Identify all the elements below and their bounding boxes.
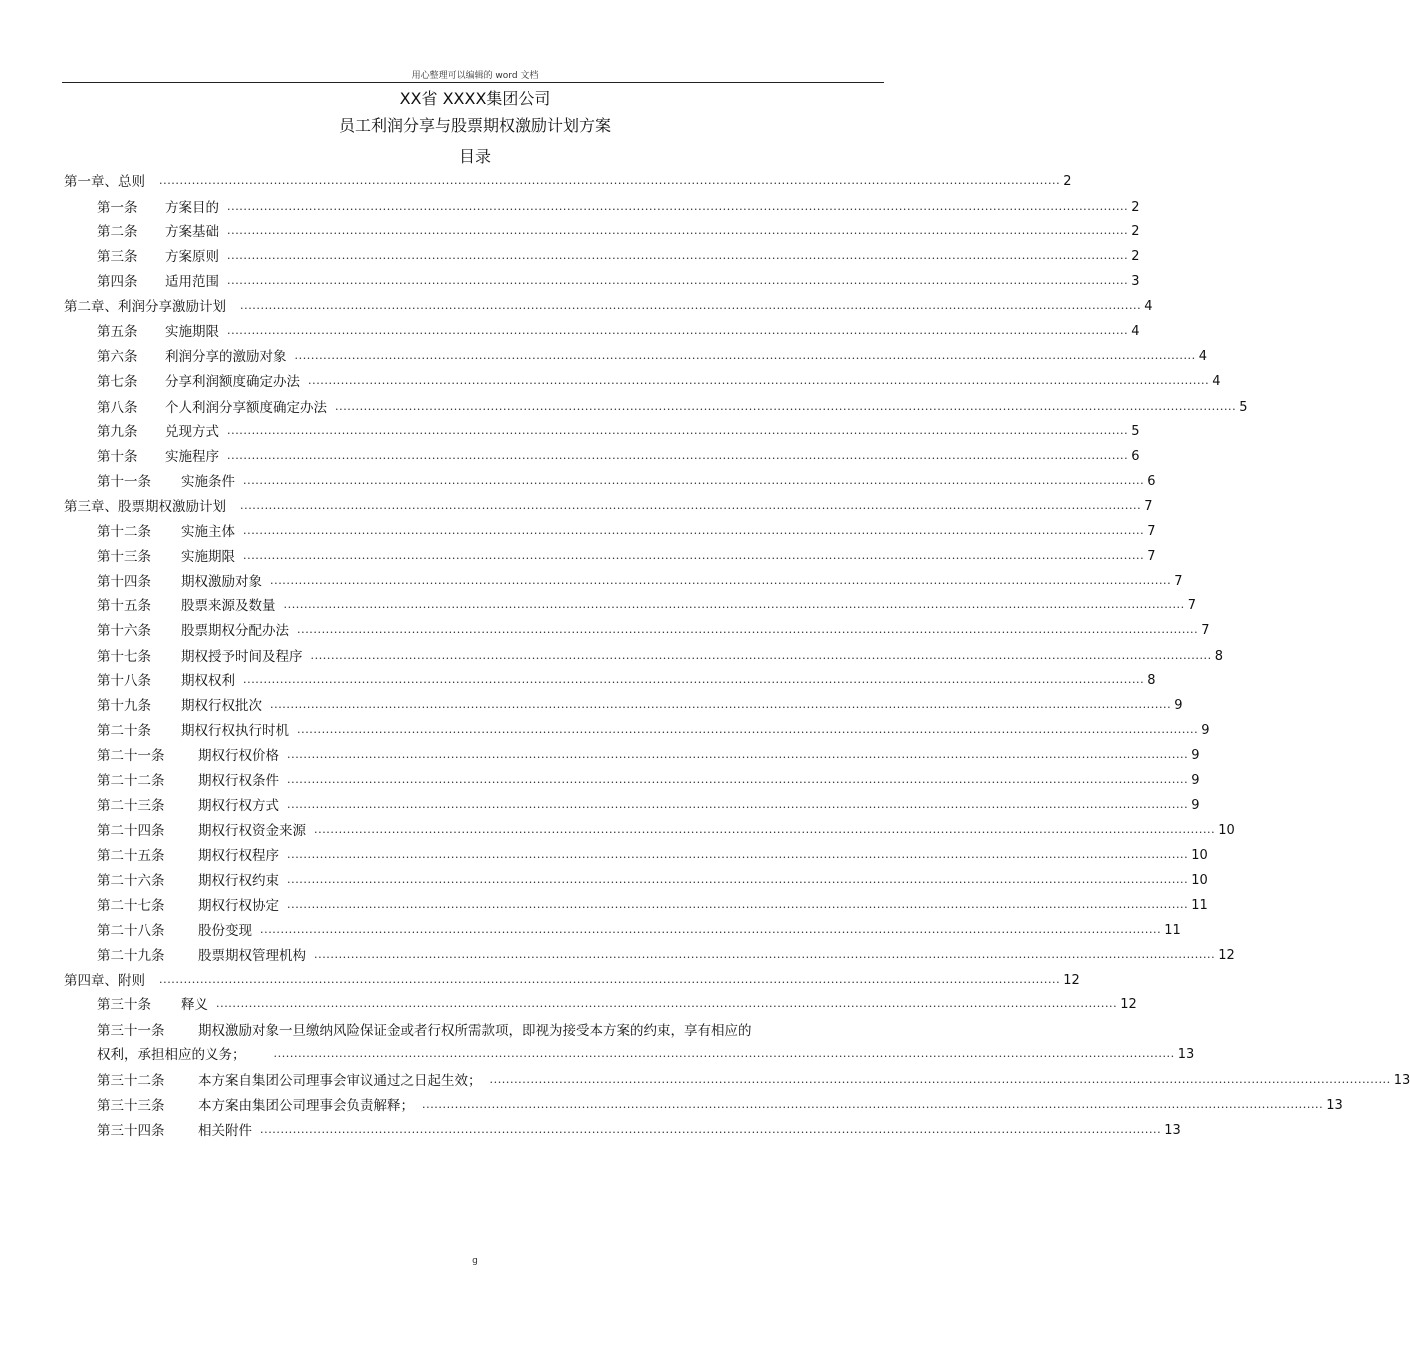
toc-entry-text: 分享利润额度确定办法 (165, 374, 300, 390)
toc-entry-text: 股票来源及数量 (181, 598, 276, 614)
toc-leader-dots: ............................................................................................................................................................................................................................ (243, 524, 1145, 537)
toc-leader-dots: ............................................................................................................................................................................................................................ (240, 499, 1142, 512)
toc-entry-text: 个人利润分享额度确定办法 (165, 400, 327, 416)
toc-leader-dots: ............................................................................................................................................................................................................................ (314, 948, 1216, 961)
toc-entry-label: 第二十二条 (97, 773, 165, 789)
toc-entry-text: 股份变现 (198, 923, 252, 939)
toc-entry-label: 第三十一条 (97, 1023, 165, 1039)
toc-entry-text: 兑现方式 (165, 424, 219, 440)
toc-entry-text: 实施期限 (165, 324, 219, 340)
toc-page-number: 9 (1174, 698, 1183, 713)
toc-article-row[interactable] (97, 447, 1140, 467)
toc-leader-dots: ............................................................................................................................................................................................................................ (227, 200, 1129, 213)
toc-page-number: 9 (1191, 773, 1200, 788)
toc-page-number: 13 (1393, 1073, 1410, 1088)
toc-leader-dots: ............................................................................................................................................................................................................................ (297, 723, 1199, 736)
toc-leader-dots: ............................................................................................................................................................................................................................ (287, 773, 1189, 786)
toc-article-row[interactable] (97, 696, 1183, 716)
toc-leader-dots: ............................................................................................................................................................................................................................ (335, 400, 1237, 413)
toc-leader-dots: ............................................................................................................................................................................................................................ (243, 673, 1145, 686)
toc-article-row[interactable] (97, 946, 1235, 966)
toc-entry-text: 期权行权批次 (181, 698, 262, 714)
toc-entry-label: 第十五条 (97, 598, 151, 614)
toc-article-row[interactable] (97, 721, 1210, 741)
toc-page-number: 13 (1164, 1123, 1181, 1138)
toc-entry-label: 第二十四条 (97, 823, 165, 839)
toc-entry-label: 第四条 (97, 274, 138, 290)
toc-leader-dots: ............................................................................................................................................................................................................................ (243, 474, 1145, 487)
toc-leader-dots: ............................................................................................................................................................................................................................ (308, 374, 1210, 387)
toc-entry-label: 第五条 (97, 324, 138, 340)
toc-page-number: 9 (1201, 723, 1210, 738)
toc-leader-dots: ............................................................................................................................................................................................................................ (227, 449, 1129, 462)
toc-page-number: 2 (1131, 224, 1140, 239)
toc-leader-dots: ............................................................................................................................................................................................................................ (216, 997, 1118, 1010)
toc-entry-label: 第四章、附则 (64, 973, 145, 989)
toc-article-row[interactable] (97, 522, 1156, 542)
toc-article-row[interactable] (97, 398, 1248, 418)
toc-entry-text: 本方案自集团公司理事会审议通过之日起生效； (198, 1073, 482, 1089)
toc-page-number: 6 (1147, 474, 1156, 489)
toc-article-row[interactable] (97, 222, 1140, 242)
toc-entry-text: 期权行权条件 (198, 773, 279, 789)
page-header-text: 用心整理可以编辑的 word 文档 (411, 71, 539, 81)
toc-article-row[interactable] (97, 472, 1156, 492)
toc-entry-label: 第二章、利润分享激励计划 (64, 299, 226, 315)
toc-chapter-row[interactable] (64, 172, 1072, 192)
toc-article-row[interactable] (97, 372, 1221, 392)
toc-page-number: 3 (1131, 274, 1140, 289)
toc-page-number: 4 (1144, 299, 1153, 314)
toc-entry-label: 第二十一条 (97, 748, 165, 764)
toc-page-number: 4 (1212, 374, 1221, 389)
toc-entry-text: 实施期限 (181, 549, 235, 565)
toc-page-number: 2 (1131, 249, 1140, 264)
toc-leader-dots: ............................................................................................................................................................................................................................ (314, 823, 1216, 836)
toc-entry-label: 第十八条 (97, 673, 151, 689)
toc-entry-label: 第十四条 (97, 574, 151, 590)
toc-article-row[interactable] (97, 247, 1140, 267)
toc-page-number: 9 (1191, 748, 1200, 763)
toc-page-number: 9 (1191, 798, 1200, 813)
toc-leader-dots: ............................................................................................................................................................................................................................ (159, 973, 1061, 986)
toc-page-number: 12 (1218, 948, 1235, 963)
toc-entry-label: 第二条 (97, 224, 138, 240)
toc-entry-label: 第二十五条 (97, 848, 165, 864)
toc-entry-label: 第十七条 (97, 649, 151, 665)
toc-entry-text: 股票期权管理机构 (198, 948, 306, 964)
toc-page-number: 5 (1239, 400, 1248, 415)
toc-article-row[interactable] (97, 846, 1208, 866)
toc-article-row[interactable] (97, 796, 1200, 816)
toc-entry-text: 实施程序 (165, 449, 219, 465)
toc-entry-text: 期权行权约束 (198, 873, 279, 889)
toc-entry-label: 第六条 (97, 349, 138, 365)
toc-leader-dots: ............................................................................................................................................................................................................................ (227, 249, 1129, 262)
toc-article-row[interactable] (97, 621, 1210, 641)
toc-leader-dots: ............................................................................................................................................................................................................................ (297, 623, 1199, 636)
toc-entry-text: 期权激励对象一旦缴纳风险保证金或者行权所需款项，即视为接受本方案的约束，享有相应的 (198, 1023, 752, 1039)
toc-entry-label: 第一条 (97, 200, 138, 216)
toc-page-number: 2 (1063, 174, 1072, 189)
toc-entry-text: 适用范围 (165, 274, 219, 290)
toc-page-number: 12 (1063, 973, 1080, 988)
toc-entry-label: 第十一条 (97, 474, 151, 490)
toc-page-number: 7 (1201, 623, 1210, 638)
toc-article-row[interactable] (97, 671, 1156, 691)
toc-page-number: 7 (1187, 598, 1197, 613)
toc-article-row[interactable] (97, 347, 1208, 367)
toc-entry-label: 第八条 (97, 400, 138, 416)
toc-entry-text: 期权激励对象 (181, 574, 262, 590)
toc-entry-text: 方案基础 (165, 224, 219, 240)
toc-entry-text: 实施条件 (181, 474, 235, 490)
toc-leader-dots: ............................................................................................................................................................................................................................ (227, 274, 1129, 287)
toc-entry-label: 第二十九条 (97, 948, 165, 964)
toc-article-row[interactable] (97, 1121, 1181, 1141)
toc-leader-dots: ............................................................................................................................................................................................................................ (260, 923, 1162, 936)
plan-title: 员工利润分享与股票期权激励计划方案 (338, 116, 611, 135)
toc-article-row[interactable] (97, 596, 1197, 616)
toc-leader-dots: ............................................................................................................................................................................................................................ (159, 174, 1061, 187)
toc-entry-text: 利润分享的激励对象 (165, 349, 287, 365)
toc-entry-label: 第十九条 (97, 698, 151, 714)
toc-entry-label: 第三十三条 (97, 1098, 165, 1114)
company-title: XX省 XXXX集团公司 (399, 89, 551, 108)
toc-leader-dots: ............................................................................................................................................................................................................................ (287, 748, 1189, 761)
toc-article-row[interactable] (97, 871, 1208, 891)
toc-chapter-row[interactable] (64, 497, 1153, 517)
toc-article-row[interactable] (97, 1096, 1343, 1116)
toc-entry-label: 第二十三条 (97, 798, 165, 814)
toc-entry-label: 第二十七条 (97, 898, 165, 914)
toc-article-row[interactable] (97, 1045, 1195, 1065)
toc-leader-dots: ............................................................................................................................................................................................................................ (240, 299, 1142, 312)
toc-entry-text: 期权权利 (181, 673, 235, 689)
toc-leader-dots: ............................................................................................................................................................................................................................ (273, 1047, 1175, 1060)
toc-page-number: 11 (1164, 923, 1181, 938)
toc-entry-text: 期权行权协定 (198, 898, 279, 914)
toc-entry-text: 期权行权资金来源 (198, 823, 306, 839)
toc-entry-label: 第三条 (97, 249, 138, 265)
toc-page-number: 7 (1144, 499, 1153, 514)
toc-heading: 目录 (458, 147, 491, 166)
toc-article-row[interactable] (97, 746, 1200, 766)
toc-article-row[interactable] (97, 572, 1183, 592)
toc-entry-text: 实施主体 (181, 524, 235, 540)
toc-page-number: 13 (1326, 1098, 1343, 1113)
toc-leader-dots: ............................................................................................................................................................................................................................ (227, 424, 1129, 437)
toc-page-number: 7 (1147, 524, 1156, 539)
toc-entry-label: 第二十条 (97, 723, 151, 739)
toc-page-number: 6 (1131, 449, 1140, 464)
toc-entry-text: 方案目的 (165, 200, 219, 216)
toc-leader-dots: ............................................................................................................................................................................................................................ (287, 898, 1189, 911)
toc-entry-label: 第九条 (97, 424, 138, 440)
toc-entry-label: 第七条 (97, 374, 138, 390)
toc-page-number: 7 (1147, 549, 1156, 564)
toc-page-number: 5 (1131, 424, 1140, 439)
toc-leader-dots: ............................................................................................................................................................................................................................ (270, 574, 1172, 587)
toc-leader-dots: ............................................................................................................................................................................................................................ (287, 848, 1189, 861)
toc-article-row[interactable] (97, 322, 1140, 342)
toc-article-row[interactable] (97, 921, 1181, 941)
toc-entry-text: 方案原则 (165, 249, 219, 265)
toc-article-row[interactable] (97, 771, 1200, 791)
toc-page-number: 11 (1191, 898, 1208, 913)
toc-entry-label: 第三十四条 (97, 1123, 165, 1139)
toc-article-row[interactable] (97, 1071, 1410, 1091)
toc-page-number: 4 (1198, 349, 1208, 364)
toc-entry-text: 期权行权方式 (198, 798, 279, 814)
page-number: g (472, 1256, 478, 1266)
toc-leader-dots: ............................................................................................................................................................................................................................ (283, 598, 1185, 611)
toc-leader-dots: ............................................................................................................................................................................................................................ (287, 873, 1189, 886)
toc-leader-dots: ............................................................................................................................................................................................................................ (294, 349, 1196, 362)
toc-entry-text: 期权行权价格 (198, 748, 279, 764)
toc-page-number: 8 (1214, 649, 1224, 664)
toc-entry-text: 期权行权程序 (198, 848, 279, 864)
toc-leader-dots: ............................................................................................................................................................................................................................ (310, 649, 1212, 662)
toc-article-row[interactable] (97, 422, 1140, 442)
toc-entry-label: 第一章、总则 (64, 174, 145, 190)
toc-entry-label: 第十三条 (97, 549, 151, 565)
toc-leader-dots: ............................................................................................................................................................................................................................ (270, 698, 1172, 711)
toc-leader-dots: ............................................................................................................................................................................................................................ (227, 224, 1129, 237)
toc-entry-label: 第三章、股票期权激励计划 (64, 499, 226, 515)
toc-entry-text: 股票期权分配办法 (181, 623, 289, 639)
toc-entry-label: 第三十二条 (97, 1073, 165, 1089)
toc-entry-text: 期权授予时间及程序 (181, 649, 303, 665)
toc-leader-dots: ............................................................................................................................................................................................................................ (489, 1073, 1391, 1086)
toc-leader-dots: ............................................................................................................................................................................................................................ (422, 1098, 1324, 1111)
toc-chapter-row[interactable] (64, 971, 1080, 991)
toc-page-number: 10 (1191, 873, 1208, 888)
toc-page-number: 7 (1174, 574, 1183, 589)
toc-entry-wrapped-line (97, 1021, 752, 1041)
toc-entry-label: 第三十条 (97, 997, 151, 1013)
toc-entry-text: 期权行权执行时机 (181, 723, 289, 739)
toc-chapter-row[interactable] (64, 297, 1153, 317)
toc-article-row[interactable] (97, 272, 1140, 292)
toc-leader-dots: ............................................................................................................................................................................................................................ (287, 798, 1189, 811)
toc-page-number: 4 (1131, 324, 1140, 339)
toc-entry-label: 第十条 (97, 449, 138, 465)
toc-page-number: 12 (1120, 997, 1137, 1012)
toc-article-row[interactable] (97, 821, 1235, 841)
toc-article-row[interactable] (97, 647, 1224, 667)
toc-article-row[interactable] (97, 995, 1137, 1015)
toc-page-number: 10 (1191, 848, 1208, 863)
toc-entry-label: 第十二条 (97, 524, 151, 540)
toc-entry-text: 本方案由集团公司理事会负责解释； (198, 1098, 414, 1114)
toc-entry-text: 相关附件 (198, 1123, 252, 1139)
toc-page-number: 10 (1218, 823, 1235, 838)
toc-article-row[interactable] (97, 547, 1156, 567)
toc-page-number: 13 (1177, 1047, 1195, 1062)
toc-page-number: 2 (1131, 200, 1140, 215)
toc-entry-label: 第二十六条 (97, 873, 165, 889)
toc-entry-label: 第二十八条 (97, 923, 165, 939)
toc-entry-label: 第十六条 (97, 623, 151, 639)
toc-entry-text-continued: 权利，承担相应的义务； (97, 1047, 246, 1063)
toc-page-number: 8 (1147, 673, 1156, 688)
toc-article-row[interactable] (97, 198, 1140, 218)
toc-leader-dots: ............................................................................................................................................................................................................................ (260, 1123, 1162, 1136)
toc-entry-text: 释义 (181, 997, 208, 1013)
toc-article-row[interactable] (97, 896, 1208, 916)
toc-leader-dots: ............................................................................................................................................................................................................................ (243, 549, 1145, 562)
toc-leader-dots: ............................................................................................................................................................................................................................ (227, 324, 1129, 337)
